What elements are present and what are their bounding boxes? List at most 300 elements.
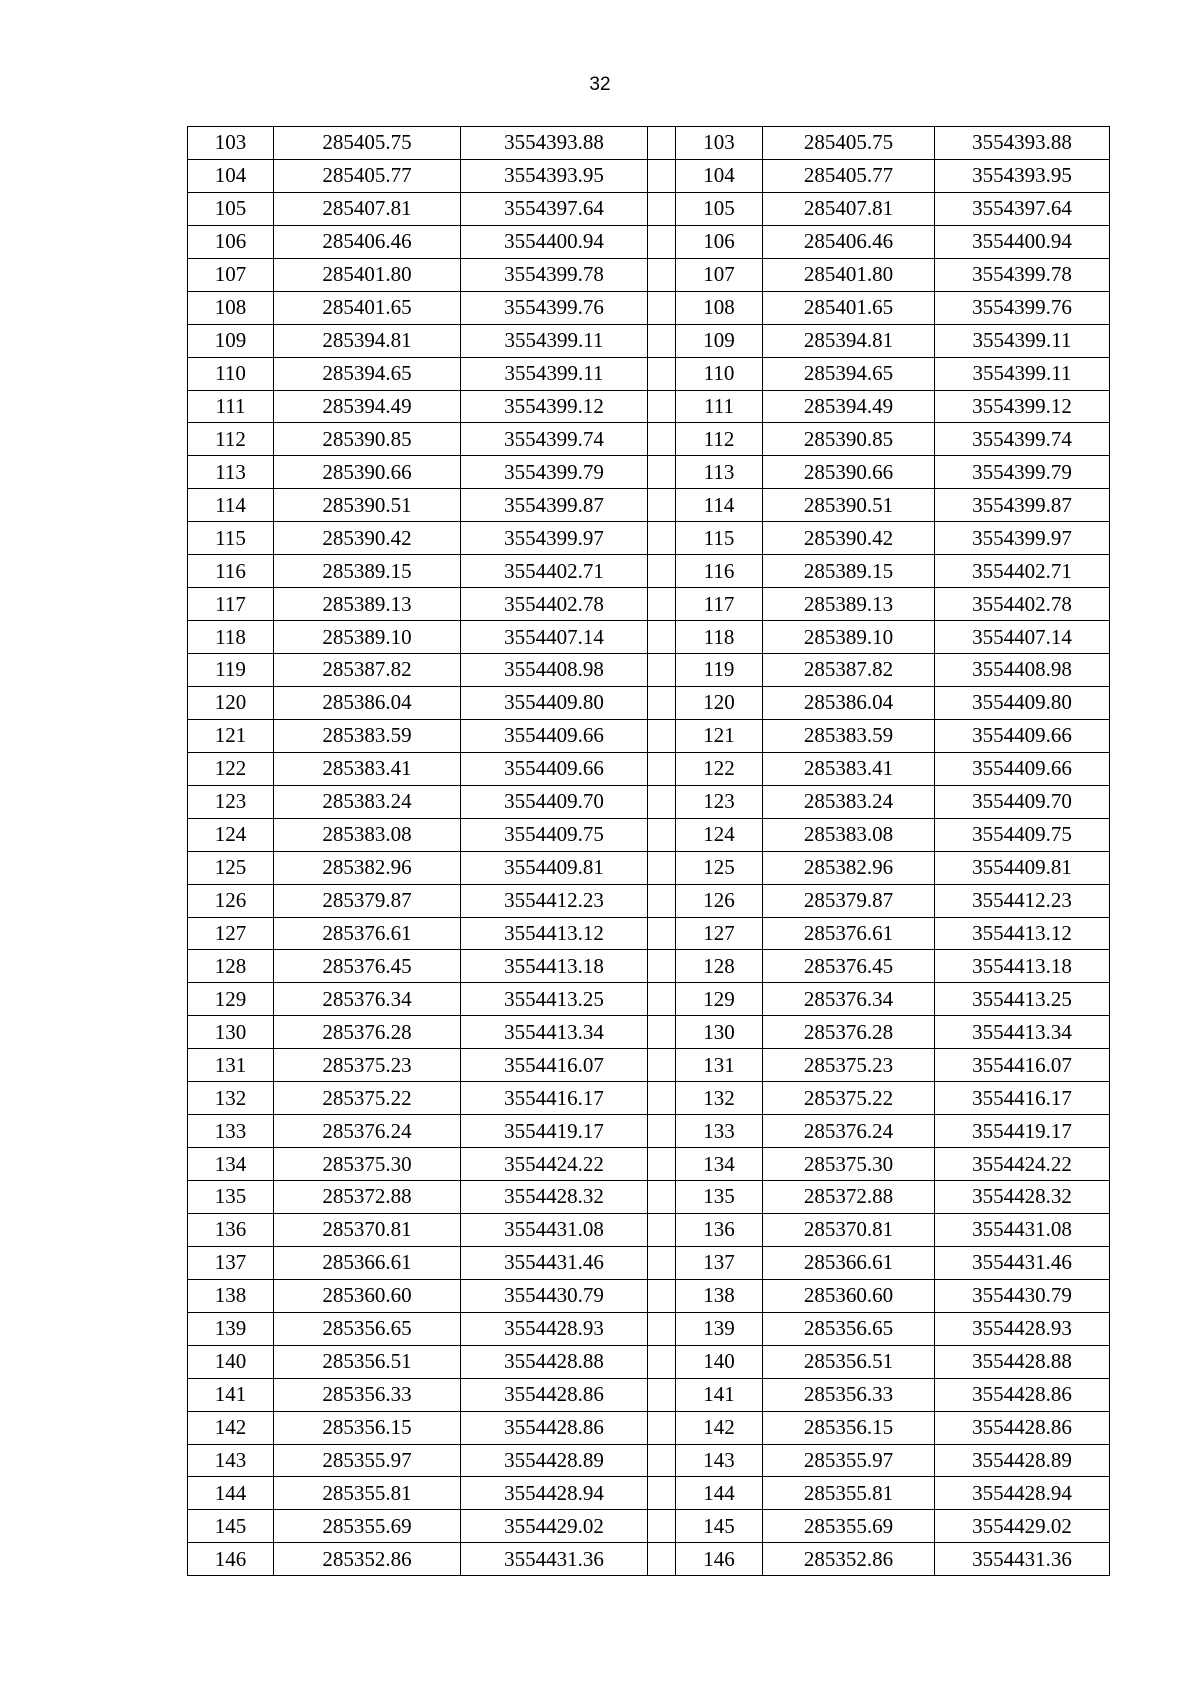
separator-cell <box>648 1082 676 1115</box>
left-point-number-cell: 138 <box>188 1279 274 1312</box>
separator-cell <box>648 752 676 785</box>
left-x-coordinate-cell: 285382.96 <box>274 851 461 884</box>
right-x-coordinate-cell: 285376.24 <box>763 1115 935 1148</box>
right-x-coordinate-cell: 285386.04 <box>763 686 935 719</box>
right-point-number-cell: 126 <box>676 884 763 917</box>
left-point-number-cell: 131 <box>188 1049 274 1082</box>
table-row <box>188 127 1110 160</box>
right-x-coordinate-cell: 285375.22 <box>763 1082 935 1115</box>
separator-cell <box>648 423 676 456</box>
right-point-number-cell: 121 <box>676 719 763 752</box>
separator-cell <box>648 851 676 884</box>
left-y-coordinate-cell: 3554431.36 <box>461 1543 648 1576</box>
right-y-coordinate-cell: 3554408.98 <box>935 654 1110 687</box>
right-x-coordinate-cell: 285382.96 <box>763 851 935 884</box>
left-x-coordinate-cell: 285372.88 <box>274 1181 461 1214</box>
left-x-coordinate-cell: 285379.87 <box>274 884 461 917</box>
right-x-coordinate-cell: 285376.28 <box>763 1016 935 1049</box>
separator-cell <box>648 1543 676 1576</box>
right-y-coordinate-cell: 3554429.02 <box>935 1510 1110 1543</box>
right-x-coordinate-cell: 285355.97 <box>763 1444 935 1477</box>
separator-cell <box>648 555 676 588</box>
table-row <box>188 489 1110 522</box>
left-x-coordinate-cell: 285406.46 <box>274 225 461 258</box>
left-point-number-cell: 103 <box>188 127 274 160</box>
left-point-number-cell: 146 <box>188 1543 274 1576</box>
separator-cell <box>648 324 676 357</box>
right-point-number-cell: 138 <box>676 1279 763 1312</box>
table-row <box>188 950 1110 983</box>
right-y-coordinate-cell: 3554399.87 <box>935 489 1110 522</box>
separator-cell <box>648 192 676 225</box>
left-point-number-cell: 130 <box>188 1016 274 1049</box>
separator-cell <box>648 884 676 917</box>
left-x-coordinate-cell: 285383.08 <box>274 818 461 851</box>
right-x-coordinate-cell: 285387.82 <box>763 654 935 687</box>
right-x-coordinate-cell: 285356.51 <box>763 1345 935 1378</box>
left-point-number-cell: 144 <box>188 1477 274 1510</box>
left-y-coordinate-cell: 3554416.17 <box>461 1082 648 1115</box>
right-point-number-cell: 107 <box>676 258 763 291</box>
separator-cell <box>648 1411 676 1444</box>
right-x-coordinate-cell: 285352.86 <box>763 1543 935 1576</box>
right-x-coordinate-cell: 285355.81 <box>763 1477 935 1510</box>
right-x-coordinate-cell: 285407.81 <box>763 192 935 225</box>
table-row <box>188 423 1110 456</box>
separator-cell <box>648 1213 676 1246</box>
table-row <box>188 1246 1110 1279</box>
left-x-coordinate-cell: 285375.22 <box>274 1082 461 1115</box>
left-y-coordinate-cell: 3554409.66 <box>461 719 648 752</box>
right-y-coordinate-cell: 3554413.12 <box>935 917 1110 950</box>
right-point-number-cell: 142 <box>676 1411 763 1444</box>
table-row <box>188 1016 1110 1049</box>
left-point-number-cell: 117 <box>188 588 274 621</box>
left-x-coordinate-cell: 285366.61 <box>274 1246 461 1279</box>
separator-cell <box>648 983 676 1016</box>
separator-cell <box>648 654 676 687</box>
right-point-number-cell: 135 <box>676 1181 763 1214</box>
right-x-coordinate-cell: 285390.85 <box>763 423 935 456</box>
table-row <box>188 1312 1110 1345</box>
left-x-coordinate-cell: 285376.61 <box>274 917 461 950</box>
left-x-coordinate-cell: 285370.81 <box>274 1213 461 1246</box>
left-point-number-cell: 118 <box>188 621 274 654</box>
right-point-number-cell: 141 <box>676 1378 763 1411</box>
left-point-number-cell: 136 <box>188 1213 274 1246</box>
left-y-coordinate-cell: 3554399.11 <box>461 324 648 357</box>
right-point-number-cell: 114 <box>676 489 763 522</box>
separator-cell <box>648 1279 676 1312</box>
table-row <box>188 1181 1110 1214</box>
right-x-coordinate-cell: 285401.80 <box>763 258 935 291</box>
left-y-coordinate-cell: 3554399.11 <box>461 357 648 390</box>
left-y-coordinate-cell: 3554402.71 <box>461 555 648 588</box>
left-y-coordinate-cell: 3554409.70 <box>461 785 648 818</box>
table-row <box>188 522 1110 555</box>
left-y-coordinate-cell: 3554412.23 <box>461 884 648 917</box>
page-number: 32 <box>589 74 611 95</box>
right-x-coordinate-cell: 285389.13 <box>763 588 935 621</box>
right-x-coordinate-cell: 285390.51 <box>763 489 935 522</box>
left-y-coordinate-cell: 3554428.88 <box>461 1345 648 1378</box>
left-x-coordinate-cell: 285389.10 <box>274 621 461 654</box>
right-y-coordinate-cell: 3554431.46 <box>935 1246 1110 1279</box>
table-row <box>188 818 1110 851</box>
left-point-number-cell: 127 <box>188 917 274 950</box>
left-y-coordinate-cell: 3554424.22 <box>461 1148 648 1181</box>
right-y-coordinate-cell: 3554412.23 <box>935 884 1110 917</box>
table-row <box>188 555 1110 588</box>
table-row <box>188 1115 1110 1148</box>
right-y-coordinate-cell: 3554413.34 <box>935 1016 1110 1049</box>
right-x-coordinate-cell: 285390.42 <box>763 522 935 555</box>
left-y-coordinate-cell: 3554399.76 <box>461 291 648 324</box>
right-point-number-cell: 137 <box>676 1246 763 1279</box>
table-row <box>188 357 1110 390</box>
left-y-coordinate-cell: 3554413.25 <box>461 983 648 1016</box>
left-x-coordinate-cell: 285405.77 <box>274 159 461 192</box>
left-y-coordinate-cell: 3554409.66 <box>461 752 648 785</box>
table-row <box>188 1148 1110 1181</box>
table-row <box>188 983 1110 1016</box>
left-point-number-cell: 115 <box>188 522 274 555</box>
left-x-coordinate-cell: 285376.28 <box>274 1016 461 1049</box>
right-y-coordinate-cell: 3554409.66 <box>935 719 1110 752</box>
left-point-number-cell: 137 <box>188 1246 274 1279</box>
right-x-coordinate-cell: 285383.59 <box>763 719 935 752</box>
left-y-coordinate-cell: 3554399.79 <box>461 456 648 489</box>
table-row <box>188 1378 1110 1411</box>
left-y-coordinate-cell: 3554393.95 <box>461 159 648 192</box>
left-point-number-cell: 122 <box>188 752 274 785</box>
right-x-coordinate-cell: 285383.08 <box>763 818 935 851</box>
left-point-number-cell: 129 <box>188 983 274 1016</box>
left-y-coordinate-cell: 3554399.12 <box>461 390 648 423</box>
table-row <box>188 1279 1110 1312</box>
left-point-number-cell: 141 <box>188 1378 274 1411</box>
table-row <box>188 621 1110 654</box>
right-y-coordinate-cell: 3554393.95 <box>935 159 1110 192</box>
table-row <box>188 1345 1110 1378</box>
left-point-number-cell: 134 <box>188 1148 274 1181</box>
left-point-number-cell: 121 <box>188 719 274 752</box>
right-x-coordinate-cell: 285379.87 <box>763 884 935 917</box>
right-y-coordinate-cell: 3554409.80 <box>935 686 1110 719</box>
table-row <box>188 686 1110 719</box>
right-y-coordinate-cell: 3554399.78 <box>935 258 1110 291</box>
left-point-number-cell: 109 <box>188 324 274 357</box>
right-x-coordinate-cell: 285355.69 <box>763 1510 935 1543</box>
left-point-number-cell: 110 <box>188 357 274 390</box>
left-y-coordinate-cell: 3554428.94 <box>461 1477 648 1510</box>
left-point-number-cell: 114 <box>188 489 274 522</box>
right-y-coordinate-cell: 3554399.97 <box>935 522 1110 555</box>
left-x-coordinate-cell: 285401.80 <box>274 258 461 291</box>
separator-cell <box>648 588 676 621</box>
left-x-coordinate-cell: 285394.81 <box>274 324 461 357</box>
right-y-coordinate-cell: 3554428.93 <box>935 1312 1110 1345</box>
right-y-coordinate-cell: 3554399.12 <box>935 390 1110 423</box>
left-y-coordinate-cell: 3554419.17 <box>461 1115 648 1148</box>
right-point-number-cell: 103 <box>676 127 763 160</box>
left-x-coordinate-cell: 285390.66 <box>274 456 461 489</box>
table-row <box>188 1411 1110 1444</box>
right-point-number-cell: 112 <box>676 423 763 456</box>
separator-cell <box>648 1246 676 1279</box>
right-y-coordinate-cell: 3554402.71 <box>935 555 1110 588</box>
left-point-number-cell: 104 <box>188 159 274 192</box>
right-point-number-cell: 145 <box>676 1510 763 1543</box>
table-row <box>188 752 1110 785</box>
left-x-coordinate-cell: 285401.65 <box>274 291 461 324</box>
left-point-number-cell: 120 <box>188 686 274 719</box>
right-point-number-cell: 110 <box>676 357 763 390</box>
left-x-coordinate-cell: 285387.82 <box>274 654 461 687</box>
right-y-coordinate-cell: 3554419.17 <box>935 1115 1110 1148</box>
left-x-coordinate-cell: 285356.65 <box>274 1312 461 1345</box>
left-y-coordinate-cell: 3554413.18 <box>461 950 648 983</box>
right-x-coordinate-cell: 285366.61 <box>763 1246 935 1279</box>
left-x-coordinate-cell: 285405.75 <box>274 127 461 160</box>
right-y-coordinate-cell: 3554428.86 <box>935 1378 1110 1411</box>
right-x-coordinate-cell: 285394.81 <box>763 324 935 357</box>
left-point-number-cell: 108 <box>188 291 274 324</box>
right-y-coordinate-cell: 3554400.94 <box>935 225 1110 258</box>
left-y-coordinate-cell: 3554428.86 <box>461 1378 648 1411</box>
right-point-number-cell: 119 <box>676 654 763 687</box>
left-y-coordinate-cell: 3554393.88 <box>461 127 648 160</box>
left-y-coordinate-cell: 3554428.89 <box>461 1444 648 1477</box>
left-point-number-cell: 135 <box>188 1181 274 1214</box>
right-y-coordinate-cell: 3554409.81 <box>935 851 1110 884</box>
right-point-number-cell: 123 <box>676 785 763 818</box>
right-point-number-cell: 113 <box>676 456 763 489</box>
right-x-coordinate-cell: 285356.65 <box>763 1312 935 1345</box>
table-row <box>188 654 1110 687</box>
right-x-coordinate-cell: 285360.60 <box>763 1279 935 1312</box>
left-y-coordinate-cell: 3554402.78 <box>461 588 648 621</box>
right-point-number-cell: 140 <box>676 1345 763 1378</box>
separator-cell <box>648 818 676 851</box>
right-point-number-cell: 129 <box>676 983 763 1016</box>
separator-cell <box>648 258 676 291</box>
left-point-number-cell: 123 <box>188 785 274 818</box>
right-x-coordinate-cell: 285370.81 <box>763 1213 935 1246</box>
table-row <box>188 917 1110 950</box>
right-point-number-cell: 118 <box>676 621 763 654</box>
separator-cell <box>648 1510 676 1543</box>
right-y-coordinate-cell: 3554409.70 <box>935 785 1110 818</box>
right-x-coordinate-cell: 285376.61 <box>763 917 935 950</box>
right-x-coordinate-cell: 285375.23 <box>763 1049 935 1082</box>
left-point-number-cell: 145 <box>188 1510 274 1543</box>
separator-cell <box>648 456 676 489</box>
table-row <box>188 1477 1110 1510</box>
separator-cell <box>648 159 676 192</box>
right-x-coordinate-cell: 285376.45 <box>763 950 935 983</box>
left-x-coordinate-cell: 285389.13 <box>274 588 461 621</box>
right-y-coordinate-cell: 3554416.07 <box>935 1049 1110 1082</box>
right-point-number-cell: 106 <box>676 225 763 258</box>
right-point-number-cell: 115 <box>676 522 763 555</box>
right-y-coordinate-cell: 3554407.14 <box>935 621 1110 654</box>
right-x-coordinate-cell: 285383.24 <box>763 785 935 818</box>
separator-cell <box>648 621 676 654</box>
left-point-number-cell: 132 <box>188 1082 274 1115</box>
separator-cell <box>648 950 676 983</box>
right-x-coordinate-cell: 285376.34 <box>763 983 935 1016</box>
table-row <box>188 884 1110 917</box>
left-point-number-cell: 133 <box>188 1115 274 1148</box>
separator-cell <box>648 1115 676 1148</box>
separator-cell <box>648 1049 676 1082</box>
left-y-coordinate-cell: 3554399.78 <box>461 258 648 291</box>
table-row <box>188 291 1110 324</box>
right-y-coordinate-cell: 3554399.11 <box>935 357 1110 390</box>
left-y-coordinate-cell: 3554428.93 <box>461 1312 648 1345</box>
right-point-number-cell: 122 <box>676 752 763 785</box>
right-point-number-cell: 128 <box>676 950 763 983</box>
separator-cell <box>648 917 676 950</box>
left-x-coordinate-cell: 285383.59 <box>274 719 461 752</box>
right-point-number-cell: 124 <box>676 818 763 851</box>
left-y-coordinate-cell: 3554399.97 <box>461 522 648 555</box>
right-point-number-cell: 146 <box>676 1543 763 1576</box>
separator-cell <box>648 1148 676 1181</box>
left-x-coordinate-cell: 285355.69 <box>274 1510 461 1543</box>
left-point-number-cell: 111 <box>188 390 274 423</box>
separator-cell <box>648 390 676 423</box>
separator-cell <box>648 1312 676 1345</box>
left-x-coordinate-cell: 285376.24 <box>274 1115 461 1148</box>
right-x-coordinate-cell: 285390.66 <box>763 456 935 489</box>
right-point-number-cell: 105 <box>676 192 763 225</box>
right-x-coordinate-cell: 285405.77 <box>763 159 935 192</box>
left-y-coordinate-cell: 3554397.64 <box>461 192 648 225</box>
table-row <box>188 719 1110 752</box>
right-x-coordinate-cell: 285356.33 <box>763 1378 935 1411</box>
left-x-coordinate-cell: 285389.15 <box>274 555 461 588</box>
right-point-number-cell: 136 <box>676 1213 763 1246</box>
left-x-coordinate-cell: 285383.41 <box>274 752 461 785</box>
left-x-coordinate-cell: 285356.15 <box>274 1411 461 1444</box>
table-row <box>188 192 1110 225</box>
separator-cell <box>648 719 676 752</box>
left-x-coordinate-cell: 285376.34 <box>274 983 461 1016</box>
right-point-number-cell: 133 <box>676 1115 763 1148</box>
right-x-coordinate-cell: 285389.10 <box>763 621 935 654</box>
table-row <box>188 1543 1110 1576</box>
separator-cell <box>648 127 676 160</box>
right-y-coordinate-cell: 3554397.64 <box>935 192 1110 225</box>
right-y-coordinate-cell: 3554428.89 <box>935 1444 1110 1477</box>
left-point-number-cell: 124 <box>188 818 274 851</box>
left-point-number-cell: 119 <box>188 654 274 687</box>
table-row <box>188 225 1110 258</box>
left-x-coordinate-cell: 285355.97 <box>274 1444 461 1477</box>
table-row <box>188 456 1110 489</box>
left-point-number-cell: 143 <box>188 1444 274 1477</box>
left-y-coordinate-cell: 3554409.81 <box>461 851 648 884</box>
separator-cell <box>648 1016 676 1049</box>
left-x-coordinate-cell: 285390.51 <box>274 489 461 522</box>
separator-cell <box>648 225 676 258</box>
left-x-coordinate-cell: 285386.04 <box>274 686 461 719</box>
right-point-number-cell: 130 <box>676 1016 763 1049</box>
left-point-number-cell: 125 <box>188 851 274 884</box>
right-point-number-cell: 116 <box>676 555 763 588</box>
right-x-coordinate-cell: 285405.75 <box>763 127 935 160</box>
left-y-coordinate-cell: 3554430.79 <box>461 1279 648 1312</box>
table-row <box>188 1444 1110 1477</box>
left-x-coordinate-cell: 285356.51 <box>274 1345 461 1378</box>
left-point-number-cell: 126 <box>188 884 274 917</box>
right-y-coordinate-cell: 3554399.79 <box>935 456 1110 489</box>
left-x-coordinate-cell: 285360.60 <box>274 1279 461 1312</box>
separator-cell <box>648 1378 676 1411</box>
right-x-coordinate-cell: 285389.15 <box>763 555 935 588</box>
left-y-coordinate-cell: 3554428.86 <box>461 1411 648 1444</box>
separator-cell <box>648 1477 676 1510</box>
left-point-number-cell: 107 <box>188 258 274 291</box>
separator-cell <box>648 489 676 522</box>
right-x-coordinate-cell: 285375.30 <box>763 1148 935 1181</box>
right-x-coordinate-cell: 285394.49 <box>763 390 935 423</box>
left-point-number-cell: 140 <box>188 1345 274 1378</box>
right-point-number-cell: 108 <box>676 291 763 324</box>
right-x-coordinate-cell: 285394.65 <box>763 357 935 390</box>
separator-cell <box>648 686 676 719</box>
left-x-coordinate-cell: 285394.49 <box>274 390 461 423</box>
table-row <box>188 324 1110 357</box>
left-y-coordinate-cell: 3554409.75 <box>461 818 648 851</box>
left-x-coordinate-cell: 285375.23 <box>274 1049 461 1082</box>
right-y-coordinate-cell: 3554428.88 <box>935 1345 1110 1378</box>
coordinates-table-body <box>188 127 1110 1576</box>
right-point-number-cell: 132 <box>676 1082 763 1115</box>
left-x-coordinate-cell: 285375.30 <box>274 1148 461 1181</box>
left-point-number-cell: 116 <box>188 555 274 588</box>
right-point-number-cell: 120 <box>676 686 763 719</box>
left-x-coordinate-cell: 285383.24 <box>274 785 461 818</box>
left-x-coordinate-cell: 285352.86 <box>274 1543 461 1576</box>
left-point-number-cell: 113 <box>188 456 274 489</box>
left-point-number-cell: 106 <box>188 225 274 258</box>
right-point-number-cell: 104 <box>676 159 763 192</box>
left-x-coordinate-cell: 285355.81 <box>274 1477 461 1510</box>
left-y-coordinate-cell: 3554399.87 <box>461 489 648 522</box>
separator-cell <box>648 1345 676 1378</box>
table-row <box>188 390 1110 423</box>
left-x-coordinate-cell: 285390.42 <box>274 522 461 555</box>
table-row <box>188 851 1110 884</box>
separator-cell <box>648 357 676 390</box>
left-y-coordinate-cell: 3554409.80 <box>461 686 648 719</box>
left-y-coordinate-cell: 3554431.08 <box>461 1213 648 1246</box>
right-y-coordinate-cell: 3554428.32 <box>935 1181 1110 1214</box>
right-point-number-cell: 125 <box>676 851 763 884</box>
right-y-coordinate-cell: 3554428.86 <box>935 1411 1110 1444</box>
right-point-number-cell: 111 <box>676 390 763 423</box>
separator-cell <box>648 291 676 324</box>
right-x-coordinate-cell: 285372.88 <box>763 1181 935 1214</box>
left-y-coordinate-cell: 3554408.98 <box>461 654 648 687</box>
right-y-coordinate-cell: 3554428.94 <box>935 1477 1110 1510</box>
right-y-coordinate-cell: 3554416.17 <box>935 1082 1110 1115</box>
right-point-number-cell: 117 <box>676 588 763 621</box>
separator-cell <box>648 522 676 555</box>
